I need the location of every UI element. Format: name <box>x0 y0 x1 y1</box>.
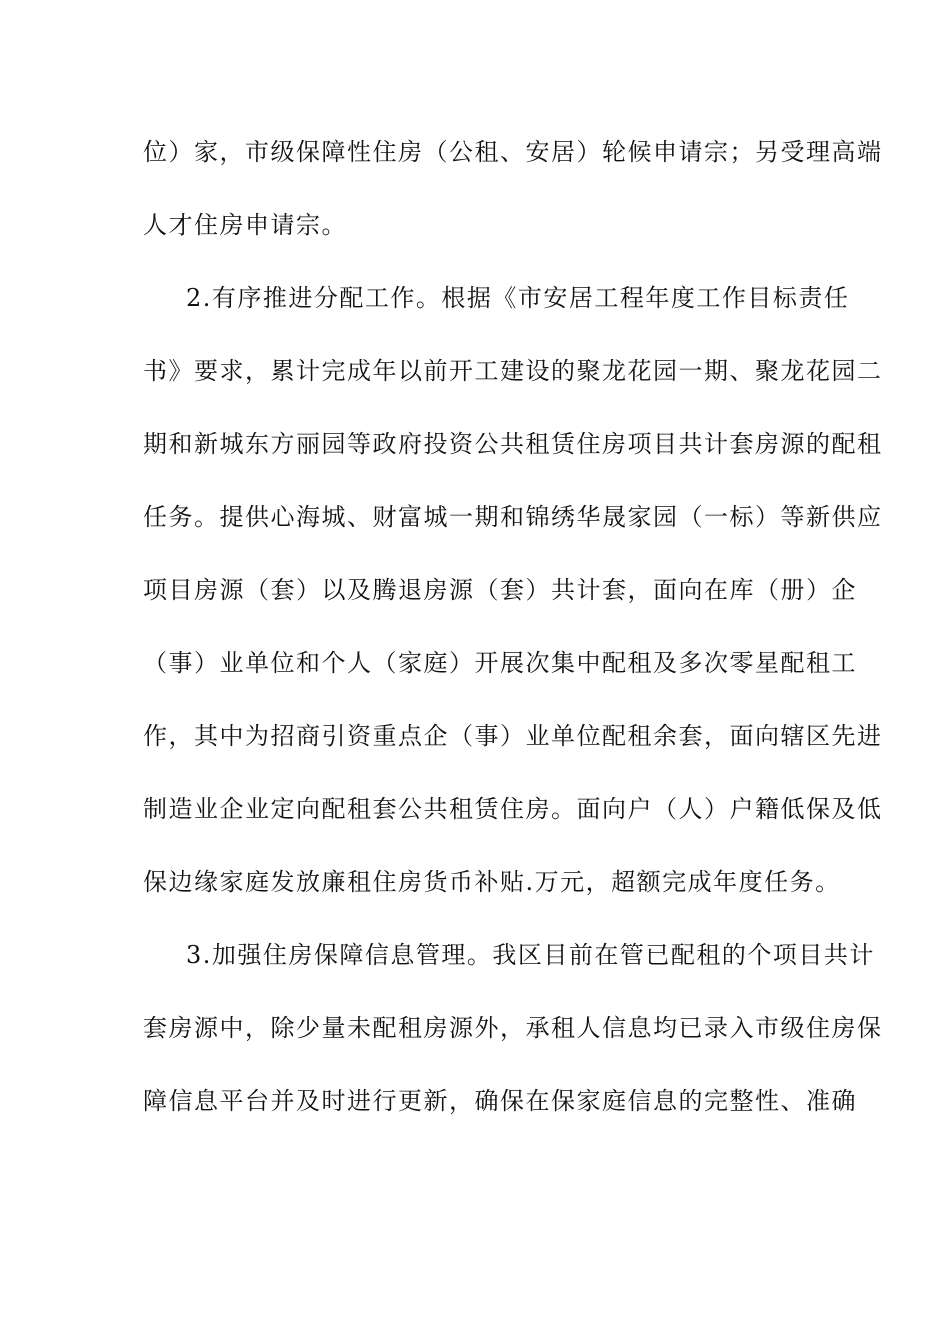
paragraph-line: 障信息平台并及时进行更新，确保在保家庭信息的完整性、准确 <box>143 1087 857 1115</box>
paragraph-line: 任务。提供心海城、财富城一期和锦绣华晟家园（一标）等新供应 <box>143 503 883 531</box>
paragraph-line: 套房源中，除少量未配租房源外，承租人信息均已录入市级住房保 <box>143 1014 883 1042</box>
paragraph-line: 项目房源（套）以及腾退房源（套）共计套，面向在库（册）企 <box>143 576 857 604</box>
paragraph-line: 书》要求，累计完成年以前开工建设的聚龙花园一期、聚龙花园二 <box>143 357 883 385</box>
paragraph-line: 期和新城东方丽园等政府投资公共租赁住房项目共计套房源的配租 <box>143 430 883 458</box>
paragraph-line: 位）家，市级保障性住房（公租、安居）轮候申请宗；另受理高端 <box>143 138 883 166</box>
paragraph-line: 制造业企业定向配租套公共租赁住房。面向户（人）户籍低保及低 <box>143 795 883 823</box>
paragraph-line: 作，其中为招商引资重点企（事）业单位配租余套，面向辖区先进 <box>143 722 883 750</box>
paragraph-line: （事）业单位和个人（家庭）开展次集中配租及多次零星配租工 <box>143 649 857 677</box>
paragraph-line: 2.有序推进分配工作。根据《市安居工程年度工作目标责任 <box>186 284 850 312</box>
paragraph-line: 3.加强住房保障信息管理。我区目前在管已配租的个项目共计 <box>186 941 875 969</box>
paragraph-line: 人才住房申请宗。 <box>143 211 347 239</box>
paragraph-line: 保边缘家庭发放廉租住房货币补贴.万元，超额完成年度任务。 <box>143 868 841 896</box>
